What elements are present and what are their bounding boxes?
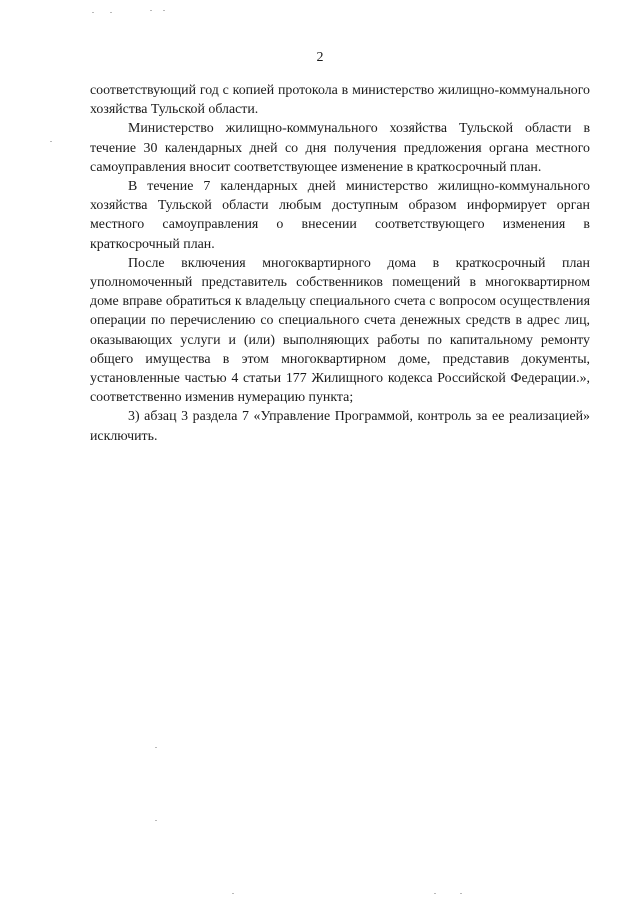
- page-number: 2: [316, 50, 324, 65]
- scan-speck: [110, 12, 112, 13]
- scan-speck: [155, 747, 157, 748]
- scan-speck: [434, 893, 436, 894]
- document-body: [90, 81, 590, 446]
- scan-speck: [232, 893, 234, 894]
- scan-speck: [150, 10, 152, 11]
- paragraph-item-3: 3) абзац 3 раздела 7 «Управление Программой, контроль за ее реализацией» исключить.: [90, 409, 590, 444]
- scan-speck: [50, 141, 52, 142]
- paragraph-special-account: После включения многоквартирного дома в краткосрочный план уполномоченный представитель собственников помещений в многоквартирном доме вправе обратиться к владельцу специального счета с вопросом осуществления операции по перечислению со специального счета денежных средств в адрес лиц, оказывающих услуги и (или) выполняющих работы по капитальному ремонту общего имущества в этом многоквартирном доме, представив документы, установленные частью 4 статьи 177 Жилищного кодекса Российской Федерации.», соответственно изменив нумерацию пункта;: [90, 255, 590, 406]
- scan-speck: [163, 10, 165, 11]
- paragraph-ministry-changes: Министерство жилищно-коммунального хозяйства Тульской области в течение 30 календарных дней со дня получения предложения органа местного самоуправления вносит соответствующее изменение в краткосрочный план.: [90, 121, 590, 175]
- scan-speck: [460, 893, 462, 894]
- scan-speck: [92, 12, 94, 13]
- paragraph-continuation: соответствующий год с копией протокола в министерство жилищно-коммунального хозяйства Тульской области.: [90, 83, 590, 118]
- scan-speck: [155, 820, 157, 821]
- paragraph-notification: В течение 7 календарных дней министерство жилищно-коммунального хозяйства Тульской области любым доступным образом информирует орган местного самоуправления о внесении соответствующего изменения в краткосрочный план.: [90, 179, 590, 252]
